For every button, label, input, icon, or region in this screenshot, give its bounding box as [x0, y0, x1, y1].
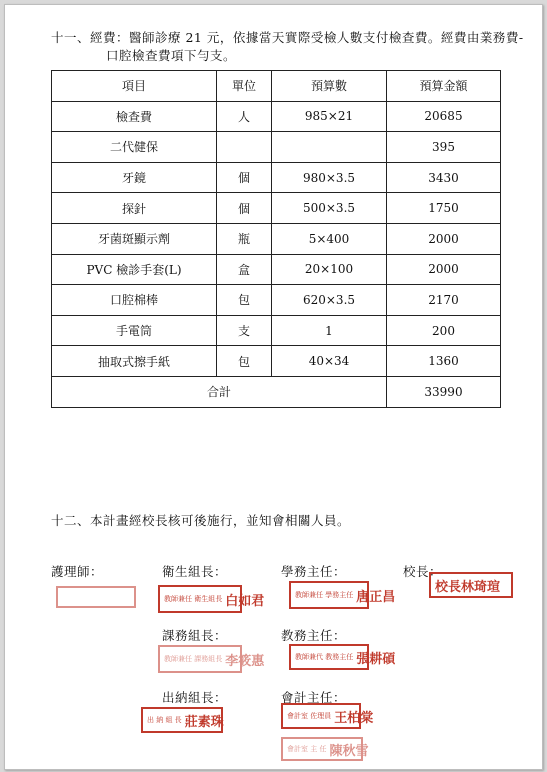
section-11-paragraph: [51, 29, 531, 65]
cell-unit: 支: [217, 315, 272, 346]
principal-label: 校長：: [403, 564, 443, 579]
accounting-chief-stamp-title: 會計室 主 任: [287, 745, 327, 753]
cell-item: 檢查費: [52, 101, 217, 132]
cell-budget-amount: 2000: [387, 223, 501, 254]
cell-budget-qty: 620×3.5: [272, 285, 387, 316]
header-budget-qty: 預算數: [272, 71, 387, 102]
cell-budget-qty: 40×34: [272, 346, 387, 377]
teaching-stamp-name: 張耕碩: [356, 651, 396, 667]
health-leader-label: 衛生組長：: [162, 564, 228, 579]
cell-item: 抽取式擦手紙: [52, 346, 217, 377]
table-row: [52, 254, 501, 285]
curriculum-leader-stamp: [158, 645, 265, 673]
cell-item: 探針: [52, 193, 217, 224]
teaching-stamp-title: 教師兼代 教務主任: [295, 653, 354, 661]
total-value: 33990: [387, 376, 501, 407]
cell-budget-qty: 5×400: [272, 223, 387, 254]
section-11-line-2: 口腔檢查費項下勻支。: [106, 48, 237, 63]
accounting-chief-stamp-name: 陳秋雪: [329, 743, 369, 759]
teaching-director-label: 教務主任：: [281, 628, 347, 643]
cell-budget-amount: 2170: [387, 285, 501, 316]
cell-budget-amount: 2000: [387, 254, 501, 285]
curriculum-leader-label: 課務組長：: [162, 628, 228, 643]
health-leader-stamp: [158, 585, 265, 613]
table-row: [52, 162, 501, 193]
principal-stamp: [429, 572, 513, 598]
cell-budget-amount: 20685: [387, 101, 501, 132]
cell-budget-amount: 1750: [387, 193, 501, 224]
cashier-leader-stamp: [141, 707, 223, 733]
budget-table: [51, 70, 501, 408]
accounting-director-label: 會計主任：: [281, 690, 347, 705]
cashier-stamp-title: 出 納 組 長: [147, 716, 182, 724]
cell-budget-qty: 1: [272, 315, 387, 346]
cell-budget-amount: 200: [387, 315, 501, 346]
nurse-stamp: [56, 586, 136, 608]
cell-unit: [217, 132, 272, 163]
table-row: [52, 132, 501, 163]
cell-unit: 包: [217, 346, 272, 377]
health-stamp-name: 白如君: [225, 593, 265, 609]
cell-unit: 人: [217, 101, 272, 132]
nurse-label: 護理師：: [51, 564, 104, 579]
academic-affairs-stamp: [289, 581, 396, 609]
cashier-stamp-name: 莊素珠: [184, 714, 224, 730]
table-header-row: [52, 71, 501, 102]
cell-item: PVC 檢診手套(L): [52, 254, 217, 285]
total-label: 合計: [52, 376, 387, 407]
table-row: [52, 223, 501, 254]
cell-item: 口腔棉棒: [52, 285, 217, 316]
section-11-line-1: 十一、經費：醫師診療 21 元，依據當天實際受檢人數支付檢查費。經費由業務費-: [51, 30, 524, 45]
header-item: 項目: [52, 71, 217, 102]
cell-item: 牙菌斑顯示劑: [52, 223, 217, 254]
cell-budget-qty: 980×3.5: [272, 162, 387, 193]
header-unit: 單位: [217, 71, 272, 102]
section-12-paragraph: 十二、本計畫經校長核可後施行，並知會相關人員。: [51, 513, 351, 528]
total-row: [52, 376, 501, 407]
academic-stamp-title: 教師兼任 學務主任: [295, 591, 354, 599]
cell-item: 牙鏡: [52, 162, 217, 193]
cell-item: 二代健保: [52, 132, 217, 163]
budget-table-body: [52, 101, 501, 376]
cell-budget-qty: 20×100: [272, 254, 387, 285]
table-row: [52, 315, 501, 346]
academic-stamp-name: 唐正昌: [356, 589, 396, 605]
accounting-stamp-title: 會計室 佐理員: [287, 712, 332, 720]
cell-budget-amount: 3430: [387, 162, 501, 193]
cell-budget-qty: 500×3.5: [272, 193, 387, 224]
cell-unit: 瓶: [217, 223, 272, 254]
cell-unit: 個: [217, 193, 272, 224]
teaching-director-stamp: [289, 644, 396, 670]
cashier-leader-label: 出納組長：: [162, 690, 228, 705]
health-stamp-title: 教師兼任 衛生組長: [164, 595, 223, 603]
curriculum-stamp-name: 李筱惠: [225, 653, 265, 669]
principal-stamp-name: 校長林琦瑄: [435, 579, 501, 595]
document-page: [4, 4, 543, 770]
cell-unit: 包: [217, 285, 272, 316]
accounting-chief-stamp: [281, 737, 369, 761]
cell-budget-qty: 985×21: [272, 101, 387, 132]
accounting-director-stamp: [281, 703, 374, 729]
cell-unit: 盒: [217, 254, 272, 285]
cell-unit: 個: [217, 162, 272, 193]
table-row: [52, 285, 501, 316]
cell-budget-amount: 1360: [387, 346, 501, 377]
table-row: [52, 346, 501, 377]
table-row: [52, 193, 501, 224]
academic-affairs-label: 學務主任：: [281, 564, 347, 579]
cell-item: 手電筒: [52, 315, 217, 346]
table-row: [52, 101, 501, 132]
curriculum-stamp-title: 教師兼任 課務組長: [164, 655, 223, 663]
accounting-stamp-name: 王柏棠: [334, 710, 374, 726]
cell-budget-amount: 395: [387, 132, 501, 163]
cell-budget-qty: [272, 132, 387, 163]
header-budget-amount: 預算金額: [387, 71, 501, 102]
